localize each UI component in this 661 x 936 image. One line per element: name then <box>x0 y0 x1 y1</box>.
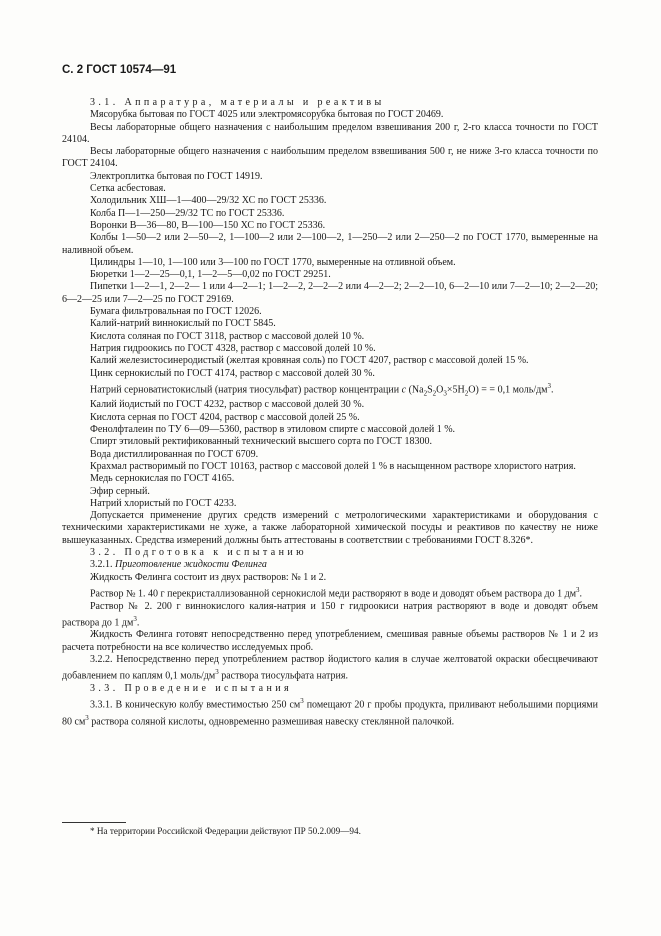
paragraph <box>62 306 598 318</box>
text-run: Весы лабораторные общего назначения с наибольшим пределом взвешивания 500 г, не ниже 3-го класса точности по ГОСТ 24104. <box>62 146 598 170</box>
paragraph <box>62 695 598 728</box>
text-run: c <box>401 384 407 396</box>
paragraph <box>62 146 598 171</box>
paragraph <box>62 473 598 485</box>
document-body <box>62 97 598 729</box>
paragraph <box>62 195 598 207</box>
text-run: 3 <box>443 389 447 398</box>
text-run: 3.3.1. В коническую колбу вместимостью 250 см <box>90 699 301 711</box>
text-run: S <box>427 384 433 396</box>
text-run: 3.2.2. Непосредственно перед употреблением раствор йодистого калия в случае желтоватой окраски обесцвечивают добавлением по каплям 0,1 моль/дм <box>62 654 598 682</box>
text-run: O) = = 0,1 моль/дм <box>468 384 548 396</box>
text-run: 2 <box>423 389 428 398</box>
text-run: . <box>551 384 554 396</box>
section-heading <box>62 547 598 559</box>
text-run: Кислота соляная по ГОСТ 3118, раствор с массовой долей 10 %. <box>90 330 365 342</box>
text-run: Бюретки 1—2—25—0,1, 1—2—5—0,02 по ГОСТ 29251. <box>90 269 331 281</box>
text-run: Допускается применение других средств измерений с метрологическими характеристиками и оборудования с техническими характеристиками не хуже, а также лабораторной химической посуды и реактивов по качеству не ниже вышеуказанных. Средства измерений должны быть аттестованы в соответствии с требованиями ГОСТ 8.326*. <box>62 510 598 546</box>
text-run: O <box>436 384 444 396</box>
paragraph <box>62 380 598 400</box>
text-run: 3 <box>133 614 137 623</box>
text-run: Сетка асбестовая. <box>90 183 166 195</box>
section-heading <box>62 97 598 109</box>
text-run: Спирт этиловый ректификованный технический высшего сорта по ГОСТ 18300. <box>90 436 432 448</box>
text-run: 3 <box>576 585 580 594</box>
text-run: 3 <box>300 697 304 706</box>
text-run: Холодильник ХШ—1—400—29/32 ХС по ГОСТ 25336. <box>90 195 327 207</box>
paragraph <box>62 572 598 584</box>
text-run: Фенолфталеин по ТУ 6—09—5360, раствор в этиловом спирте с массовой долей 1 %. <box>90 424 456 436</box>
paragraph <box>62 510 598 547</box>
paragraph <box>62 331 598 343</box>
text-run: 3.2.1. <box>90 559 115 571</box>
paragraph <box>62 183 598 195</box>
text-run: Натрия гидроокись по ГОСТ 4328, раствор с массовой долей 10 %. <box>90 342 376 354</box>
text-run: Воронки В—36—80, В—100—150 ХС по ГОСТ 25336. <box>90 219 326 231</box>
text-run: Медь сернокислая по ГОСТ 4165. <box>90 473 235 485</box>
paragraph <box>62 281 598 306</box>
text-run: Приготовление жидкости Фелинга <box>115 559 267 571</box>
paragraph <box>62 220 598 232</box>
page-header: С. 2 ГОСТ 10574—91 <box>62 64 177 76</box>
paragraph <box>62 449 598 461</box>
text-run: Бумага фильтровальная по ГОСТ 12026. <box>90 306 262 318</box>
paragraph <box>62 109 598 121</box>
paragraph <box>62 629 598 654</box>
text-run: Электроплитка бытовая по ГОСТ 14919. <box>90 170 263 182</box>
text-run: Натрий серноватистокислый (натрия тиосульфат) раствор концентрации <box>90 384 402 396</box>
footnote-divider <box>62 822 126 823</box>
text-run: . <box>136 617 140 629</box>
text-run: Калий железистосинеродистый (желтая кровяная соль) по ГОСТ 4207, раствор с массовой долей 15 %. <box>90 355 529 367</box>
text-run: помещают 20 г пробы продукта, приливают небольшими порциями 80 см <box>62 699 598 728</box>
text-run: Колба П—1—250—29/32 ТС по ГОСТ 25336. <box>90 207 285 219</box>
paragraph <box>62 461 598 473</box>
text-run: Пипетки 1—2—1, 2—2— 1 или 4—2—1; 1—2—2, 2—2—2 или 4—2—2; 2—2—10, 6—2—10 или 7—2—10; 2—2—20; 6—2—25 или 7—2—25 по ГОСТ 29169. <box>62 281 598 305</box>
paragraph <box>62 399 598 411</box>
text-run: Мясорубка бытовая по ГОСТ 4025 или электромясорубка бытовая по ГОСТ 20469. <box>90 109 444 121</box>
paragraph <box>62 318 598 330</box>
text-run: Раствор № 2. 200 г виннокислого калия-натрия и 150 г гидроокиси натрия растворяют в воде и доводят объем раствора до 1 дм <box>62 600 598 629</box>
paragraph <box>62 654 598 683</box>
text-run: 3 <box>85 713 89 722</box>
paragraph <box>62 601 598 630</box>
text-run: Колбы 1—50—2 или 2—50—2, 1—100—2 или 2—100—2, 1—250—2 или 2—250—2 по ГОСТ 1770, вымеренные на наливной объем. <box>62 232 598 256</box>
paragraph <box>62 412 598 424</box>
paragraph <box>62 368 598 380</box>
text-run: Весы лабораторные общего назначения с наибольшим пределом взвешивания 200 г, 2-го класса точности по ГОСТ 24104. <box>62 121 598 145</box>
text-run: Крахмал растворимый по ГОСТ 10163, раствор с массовой долей 1 % в насыщенном растворе хлористого натрия. <box>90 460 576 472</box>
paragraph <box>62 208 598 220</box>
text-run: 3.3. Проведение испытания <box>90 682 292 694</box>
text-run: раствора тиосульфата натрия. <box>218 670 348 682</box>
paragraph <box>62 171 598 183</box>
section-heading <box>62 683 598 695</box>
text-run: 3.1. Аппаратура, материалы и реактивы <box>90 97 385 108</box>
paragraph <box>62 269 598 281</box>
paragraph <box>62 343 598 355</box>
text-run: Вода дистиллированная по ГОСТ 6709. <box>90 448 259 460</box>
text-run: Жидкость Фелинга состоит из двух растворов: № 1 и 2. <box>90 571 327 583</box>
text-run: Эфир серный. <box>90 485 150 497</box>
text-run: (Na <box>406 384 424 396</box>
text-run: 2 <box>432 389 437 398</box>
text-run: Кислота серная по ГОСТ 4204, раствор с массовой долей 25 %. <box>90 411 360 423</box>
text-run: 3.2. Подготовка к испытанию <box>90 547 307 559</box>
text-run: 3 <box>547 381 552 390</box>
paragraph <box>62 355 598 367</box>
paragraph <box>62 559 598 571</box>
text-run: 2 <box>464 389 469 398</box>
footnote: * На территории Российской Федерации действуют ПР 50.2.009—94. <box>90 826 361 836</box>
paragraph <box>62 584 598 601</box>
text-run: Цинк сернокислый по ГОСТ 4174, раствор с массовой долей 30 %. <box>90 367 375 379</box>
text-run: Жидкость Фелинга готовят непосредственно перед употреблением, смешивая равные объемы растворов № 1 и 2 из расчета потребности на все количество исследуемых проб. <box>62 629 598 653</box>
paragraph <box>62 424 598 436</box>
text-run: Цилиндры 1—10, 1—100 или 3—100 по ГОСТ 1770, вымеренные на отливной объем. <box>90 256 456 268</box>
paragraph <box>62 486 598 498</box>
paragraph <box>62 436 598 448</box>
text-run: Натрий хлористый по ГОСТ 4233. <box>90 497 237 509</box>
paragraph <box>62 232 598 257</box>
paragraph <box>62 498 598 510</box>
text-run: Раствор № 1. 40 г перекристаллизованной сернокислой меди растворяют в воде и доводят объем раствора до 1 дм <box>90 588 577 600</box>
paragraph <box>62 122 598 147</box>
text-run: раствора соляной кислоты, одновременно размешивая навеску стеклянной палочкой. <box>88 716 455 728</box>
text-run: . <box>579 588 583 600</box>
text-run: ×5H <box>446 384 465 396</box>
text-run: 3 <box>215 668 219 677</box>
text-run: Калий йодистый по ГОСТ 4232, раствор с массовой долей 30 %. <box>90 399 365 411</box>
paragraph <box>62 257 598 269</box>
text-run: Калий-натрий виннокислый по ГОСТ 5845. <box>90 318 276 330</box>
